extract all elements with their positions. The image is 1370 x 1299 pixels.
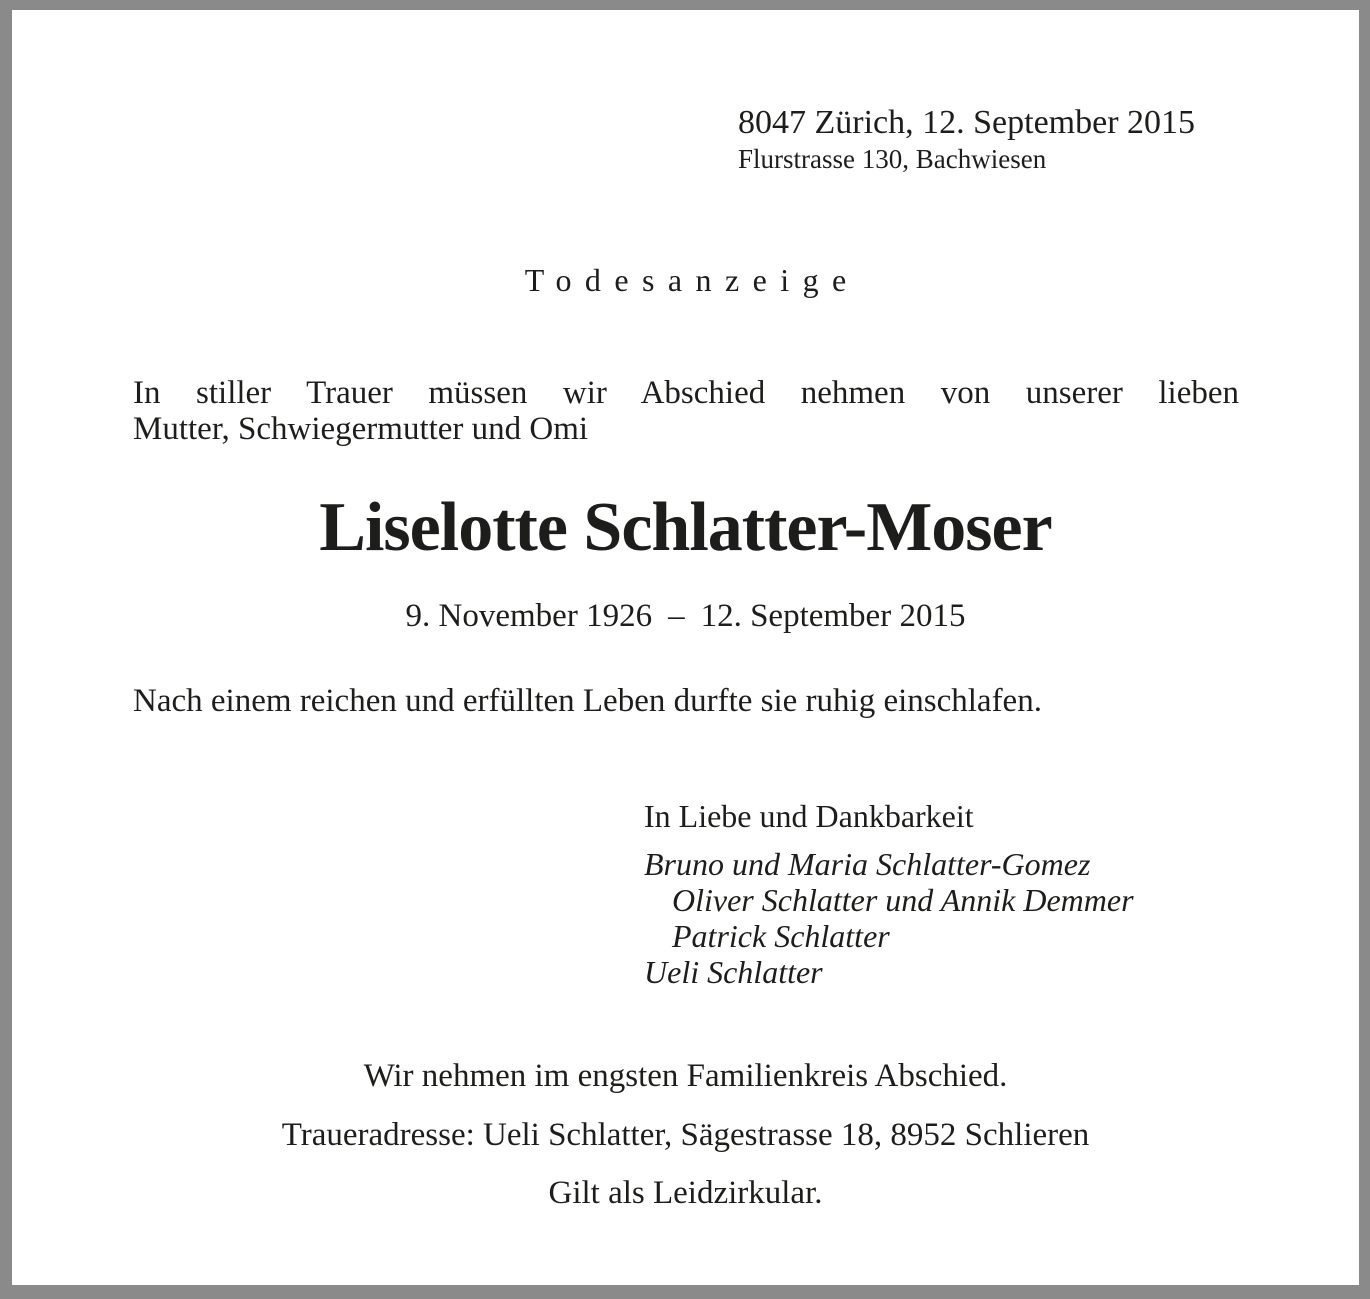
mourner-name: Bruno und Maria Schlatter-Gomez (644, 846, 1091, 882)
intro-line-1: In stiller Trauer müssen wir Abschied nehmen von unserer lieben (133, 375, 1239, 411)
mourning-address-line: Traueradresse: Ueli Schlatter, Sägestrasse 18, 8952 Schlieren (281, 1117, 1090, 1153)
deceased-name: Liselotte Schlatter-Moser (319, 489, 1052, 566)
life-dates (12, 598, 1359, 635)
leidzirkular-line: Gilt als Leidzirkular. (548, 1175, 823, 1211)
condolence-block (644, 798, 1134, 990)
mourner-name: Oliver Schlatter und Annik Demmer (672, 882, 1134, 918)
mourner-name: Ueli Schlatter (644, 954, 823, 990)
birth-date: 9. November 1926 (405, 598, 653, 634)
intro-line-2: Mutter, Schwiegermutter und Omi (133, 411, 589, 447)
notice-type-title: Todesanzeige (524, 262, 860, 298)
date-separator: – (668, 598, 685, 634)
intro-paragraph (133, 375, 1239, 447)
farewell-line: Wir nehmen im engsten Familienkreis Abschied. (363, 1058, 1008, 1094)
mourner-name: Patrick Schlatter (672, 918, 890, 954)
notice-content (12, 10, 1359, 1285)
farewell-message: Nach einem reichen und erfüllten Leben durfte sie ruhig einschlafen. (133, 683, 1042, 719)
header-city-date: 8047 Zürich, 12. September 2015 (738, 104, 1196, 141)
death-date: 12. September 2015 (700, 598, 966, 634)
condolence-heading: In Liebe und Dankbarkeit (644, 798, 974, 834)
header-block (738, 103, 1195, 175)
header-street: Flurstrasse 130, Bachwiesen (738, 144, 1047, 174)
